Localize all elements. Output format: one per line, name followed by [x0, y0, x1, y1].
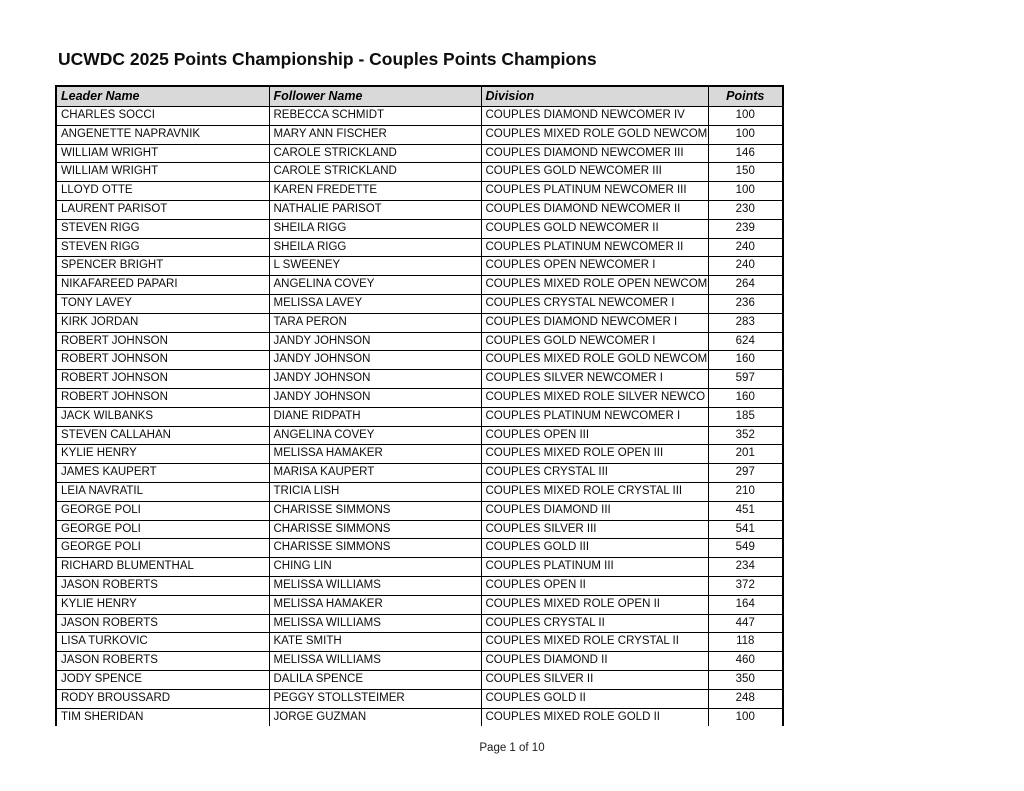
cell-points: 460 [708, 652, 783, 671]
cell-points: 239 [708, 219, 783, 238]
cell-follower-name: MELISSA HAMAKER [269, 445, 481, 464]
cell-leader-name: GEORGE POLI [56, 501, 269, 520]
cell-points: 372 [708, 576, 783, 595]
cell-follower-name: MARISA KAUPERT [269, 464, 481, 483]
cell-leader-name: STEVEN RIGG [56, 238, 269, 257]
cell-follower-name: DALILA SPENCE [269, 670, 481, 689]
cell-follower-name: CHARISSE SIMMONS [269, 520, 481, 539]
cell-leader-name: STEVEN RIGG [56, 219, 269, 238]
cell-points: 146 [708, 144, 783, 163]
cell-division: COUPLES GOLD III [481, 539, 708, 558]
cell-follower-name: ANGELINA COVEY [269, 426, 481, 445]
cell-leader-name: LEIA NAVRATIL [56, 482, 269, 501]
cell-division: COUPLES GOLD NEWCOMER III [481, 163, 708, 182]
table-row [56, 464, 783, 483]
cell-leader-name: KYLIE HENRY [56, 595, 269, 614]
cell-division: COUPLES PLATINUM NEWCOMER I [481, 407, 708, 426]
table-header-row [56, 86, 783, 107]
cell-points: 118 [708, 633, 783, 652]
points-table [55, 85, 784, 726]
cell-points: 185 [708, 407, 783, 426]
cell-division: COUPLES GOLD NEWCOMER I [481, 332, 708, 351]
cell-division: COUPLES SILVER II [481, 670, 708, 689]
table-row [56, 407, 783, 426]
cell-leader-name: RODY BROUSSARD [56, 689, 269, 708]
cell-division: COUPLES MIXED ROLE SILVER NEWCO [481, 388, 708, 407]
cell-division: COUPLES MIXED ROLE GOLD NEWCOM [481, 351, 708, 370]
cell-points: 597 [708, 370, 783, 389]
cell-division: COUPLES SILVER III [481, 520, 708, 539]
cell-points: 100 [708, 708, 783, 726]
table-row [56, 501, 783, 520]
table-row [56, 107, 783, 126]
cell-points: 234 [708, 558, 783, 577]
table-row [56, 652, 783, 671]
column-header-division: Division [481, 86, 708, 107]
table-row [56, 182, 783, 201]
cell-division: COUPLES OPEN NEWCOMER I [481, 257, 708, 276]
table-row [56, 614, 783, 633]
table-body [56, 107, 783, 727]
table-row [56, 200, 783, 219]
cell-follower-name: MARY ANN FISCHER [269, 125, 481, 144]
cell-division: COUPLES DIAMOND II [481, 652, 708, 671]
cell-points: 164 [708, 595, 783, 614]
cell-points: 201 [708, 445, 783, 464]
cell-points: 624 [708, 332, 783, 351]
cell-leader-name: JAMES KAUPERT [56, 464, 269, 483]
table-row [56, 125, 783, 144]
cell-division: COUPLES PLATINUM NEWCOMER III [481, 182, 708, 201]
cell-follower-name: L SWEENEY [269, 257, 481, 276]
cell-follower-name: DIANE RIDPATH [269, 407, 481, 426]
cell-division: COUPLES MIXED ROLE OPEN II [481, 595, 708, 614]
cell-points: 160 [708, 388, 783, 407]
column-header-leader-name: Leader Name [56, 86, 269, 107]
cell-division: COUPLES GOLD II [481, 689, 708, 708]
cell-leader-name: ANGENETTE NAPRAVNIK [56, 125, 269, 144]
table-row [56, 595, 783, 614]
cell-follower-name: ANGELINA COVEY [269, 276, 481, 295]
cell-follower-name: JANDY JOHNSON [269, 351, 481, 370]
table-row [56, 708, 783, 726]
table-row [56, 520, 783, 539]
cell-follower-name: MELISSA WILLIAMS [269, 652, 481, 671]
cell-division: COUPLES MIXED ROLE OPEN III [481, 445, 708, 464]
cell-division: COUPLES MIXED ROLE CRYSTAL III [481, 482, 708, 501]
table-row [56, 558, 783, 577]
cell-follower-name: CAROLE STRICKLAND [269, 163, 481, 182]
cell-points: 236 [708, 294, 783, 313]
cell-follower-name: KAREN FREDETTE [269, 182, 481, 201]
cell-follower-name: SHEILA RIGG [269, 238, 481, 257]
cell-division: COUPLES MIXED ROLE OPEN NEWCOM [481, 276, 708, 295]
cell-division: COUPLES MIXED ROLE GOLD II [481, 708, 708, 726]
table-row [56, 351, 783, 370]
cell-division: COUPLES DIAMOND NEWCOMER II [481, 200, 708, 219]
cell-points: 248 [708, 689, 783, 708]
cell-follower-name: CAROLE STRICKLAND [269, 144, 481, 163]
cell-leader-name: TONY LAVEY [56, 294, 269, 313]
cell-points: 447 [708, 614, 783, 633]
cell-points: 210 [708, 482, 783, 501]
table-row [56, 238, 783, 257]
table-row [56, 670, 783, 689]
cell-leader-name: NIKAFAREED PAPARI [56, 276, 269, 295]
table-row [56, 482, 783, 501]
cell-follower-name: MELISSA WILLIAMS [269, 576, 481, 595]
cell-points: 240 [708, 257, 783, 276]
cell-points: 160 [708, 351, 783, 370]
cell-follower-name: NATHALIE PARISOT [269, 200, 481, 219]
cell-leader-name: STEVEN CALLAHAN [56, 426, 269, 445]
page-title: UCWDC 2025 Points Championship - Couples Points Champions [58, 49, 597, 69]
cell-division: COUPLES DIAMOND NEWCOMER III [481, 144, 708, 163]
table-row [56, 689, 783, 708]
page-number-footer: Page 1 of 10 [479, 742, 545, 754]
cell-points: 297 [708, 464, 783, 483]
cell-leader-name: JASON ROBERTS [56, 614, 269, 633]
cell-points: 352 [708, 426, 783, 445]
table-row [56, 445, 783, 464]
table-row [56, 539, 783, 558]
cell-division: COUPLES DIAMOND III [481, 501, 708, 520]
cell-leader-name: KYLIE HENRY [56, 445, 269, 464]
cell-division: COUPLES SILVER NEWCOMER I [481, 370, 708, 389]
cell-leader-name: JACK WILBANKS [56, 407, 269, 426]
table-row [56, 257, 783, 276]
cell-division: COUPLES PLATINUM III [481, 558, 708, 577]
cell-points: 100 [708, 125, 783, 144]
cell-points: 283 [708, 313, 783, 332]
cell-follower-name: CHARISSE SIMMONS [269, 539, 481, 558]
cell-division: COUPLES MIXED ROLE CRYSTAL II [481, 633, 708, 652]
cell-leader-name: LAURENT PARISOT [56, 200, 269, 219]
table-row [56, 313, 783, 332]
cell-points: 100 [708, 182, 783, 201]
cell-leader-name: ROBERT JOHNSON [56, 388, 269, 407]
cell-leader-name: RICHARD BLUMENTHAL [56, 558, 269, 577]
cell-leader-name: ROBERT JOHNSON [56, 351, 269, 370]
cell-points: 264 [708, 276, 783, 295]
cell-points: 350 [708, 670, 783, 689]
cell-follower-name: JANDY JOHNSON [269, 370, 481, 389]
table-row [56, 633, 783, 652]
cell-leader-name: CHARLES SOCCI [56, 107, 269, 126]
cell-points: 100 [708, 107, 783, 126]
cell-points: 541 [708, 520, 783, 539]
table-row [56, 219, 783, 238]
cell-follower-name: TARA PERON [269, 313, 481, 332]
cell-leader-name: JODY SPENCE [56, 670, 269, 689]
cell-follower-name: REBECCA SCHMIDT [269, 107, 481, 126]
cell-points: 451 [708, 501, 783, 520]
cell-follower-name: PEGGY STOLLSTEIMER [269, 689, 481, 708]
cell-leader-name: SPENCER BRIGHT [56, 257, 269, 276]
cell-follower-name: KATE SMITH [269, 633, 481, 652]
cell-points: 150 [708, 163, 783, 182]
cell-division: COUPLES CRYSTAL NEWCOMER I [481, 294, 708, 313]
table-row [56, 276, 783, 295]
cell-follower-name: MELISSA WILLIAMS [269, 614, 481, 633]
cell-division: COUPLES DIAMOND NEWCOMER IV [481, 107, 708, 126]
cell-division: COUPLES DIAMOND NEWCOMER I [481, 313, 708, 332]
cell-leader-name: KIRK JORDAN [56, 313, 269, 332]
cell-leader-name: GEORGE POLI [56, 520, 269, 539]
cell-leader-name: LISA TURKOVIC [56, 633, 269, 652]
table-row [56, 163, 783, 182]
cell-leader-name: WILLIAM WRIGHT [56, 144, 269, 163]
table-row [56, 294, 783, 313]
cell-division: COUPLES MIXED ROLE GOLD NEWCOM [481, 125, 708, 144]
cell-points: 240 [708, 238, 783, 257]
cell-division: COUPLES OPEN III [481, 426, 708, 445]
table-row [56, 388, 783, 407]
cell-leader-name: JASON ROBERTS [56, 576, 269, 595]
cell-follower-name: CHARISSE SIMMONS [269, 501, 481, 520]
cell-follower-name: TRICIA LISH [269, 482, 481, 501]
cell-leader-name: JASON ROBERTS [56, 652, 269, 671]
cell-follower-name: MELISSA LAVEY [269, 294, 481, 313]
cell-follower-name: CHING LIN [269, 558, 481, 577]
cell-follower-name: MELISSA HAMAKER [269, 595, 481, 614]
cell-leader-name: ROBERT JOHNSON [56, 332, 269, 351]
cell-points: 230 [708, 200, 783, 219]
cell-follower-name: JANDY JOHNSON [269, 388, 481, 407]
cell-division: COUPLES PLATINUM NEWCOMER II [481, 238, 708, 257]
cell-follower-name: SHEILA RIGG [269, 219, 481, 238]
cell-follower-name: JORGE GUZMAN [269, 708, 481, 726]
cell-leader-name: LLOYD OTTE [56, 182, 269, 201]
cell-leader-name: TIM SHERIDAN [56, 708, 269, 726]
cell-division: COUPLES OPEN II [481, 576, 708, 595]
table-row [56, 576, 783, 595]
table-row [56, 370, 783, 389]
column-header-points: Points [708, 86, 783, 107]
cell-division: COUPLES CRYSTAL III [481, 464, 708, 483]
table-row [56, 426, 783, 445]
cell-leader-name: ROBERT JOHNSON [56, 370, 269, 389]
cell-leader-name: GEORGE POLI [56, 539, 269, 558]
table-row [56, 144, 783, 163]
column-header-follower-name: Follower Name [269, 86, 481, 107]
cell-follower-name: JANDY JOHNSON [269, 332, 481, 351]
cell-points: 549 [708, 539, 783, 558]
cell-leader-name: WILLIAM WRIGHT [56, 163, 269, 182]
cell-division: COUPLES GOLD NEWCOMER II [481, 219, 708, 238]
cell-division: COUPLES CRYSTAL II [481, 614, 708, 633]
table-row [56, 332, 783, 351]
